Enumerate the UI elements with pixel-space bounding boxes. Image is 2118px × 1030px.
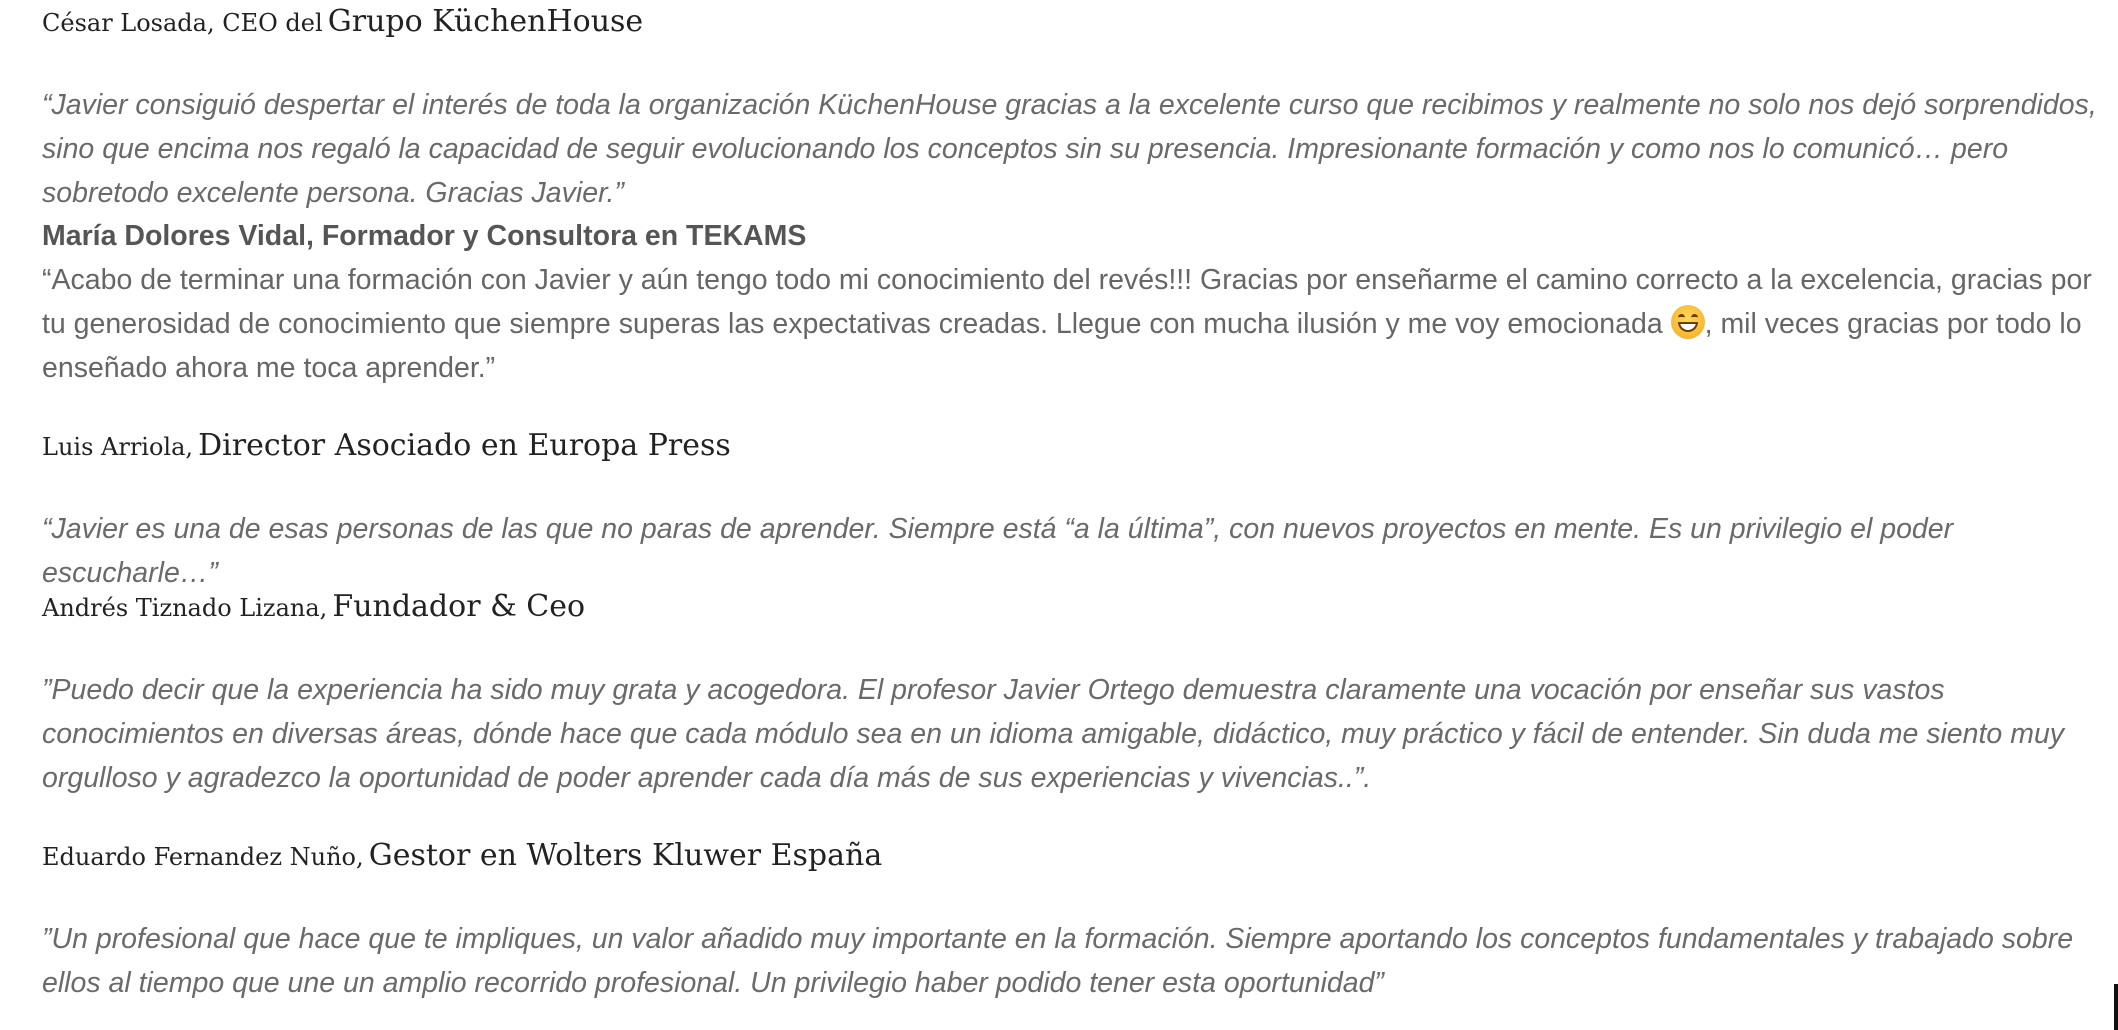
grinning-face-icon xyxy=(1671,305,1705,339)
quote-text-part-2: , mil veces gracias por todo lo enseñado ahora me toca aprender.” xyxy=(42,308,2082,384)
quote-text-part-1: “Acabo de terminar una formación con Javier y aún tengo todo mi conocimiento del revés!!! Gracias por enseñarme el camino correcto a la excelencia, gracias por tu generosidad de conocimiento que siempre superas las expectativas creadas. Llegue con mucha ilusión y me voy emocionada xyxy=(42,264,2092,340)
testimonial-quote-4: ”Puedo decir que la experiencia ha sido muy grata y acogedora. El profesor Javier Ortego demuestra claramente una vocación por enseñar sus vastos conocimientos en diversas áreas, dónde hace que cada módulo sea en un idioma amigable, didáctico, muy práctico y fácil de entender. Sin duda me siento muy orgulloso y agradezco la oportunidad de poder aprender cada día más de sus experiencias y vivencias..”. xyxy=(42,674,2065,794)
author-role: Director Asociado en Europa Press xyxy=(198,428,731,463)
testimonial-quote-5: ”Un profesional que hace que te impliques, un valor añadido muy importante en la formación. Siempre aportando los conceptos fundamentales y trabajado sobre ellos al tiempo que une un amplio recorrido profesional. Un privilegio haber podido tener esta oportunidad” xyxy=(42,923,2074,999)
author-role: Gestor en Wolters Kluwer España xyxy=(368,838,883,873)
testimonial-quote-3: “Javier es una de esas personas de las que no paras de aprender. Siempre está “a la última”, con nuevos proyectos en mente. Es un privilegio el poder escucharle…” xyxy=(42,513,1954,589)
author-name: Eduardo Fernandez Nuño, xyxy=(42,843,364,871)
testimonial-quote-1: “Javier consiguió despertar el interés de toda la organización KüchenHouse gracias a la excelente curso que recibimos y realmente no solo nos dejó sorprendidos, sino que encima nos regaló la capacidad de seguir evolucionando los conceptos sin su presencia. Impresionante formación y como nos lo comunicó… pero sobretodo excelente persona. Gracias Javier.” xyxy=(42,89,2097,209)
author-name: Luis Arriola, xyxy=(42,433,194,461)
testimonial-author-4 xyxy=(42,589,2110,624)
testimonial-quote-2 xyxy=(42,258,2110,390)
author-name: Andrés Tiznado Lizana, xyxy=(42,594,328,622)
author-name: César Losada, CEO del xyxy=(42,9,323,37)
testimonial-author-3 xyxy=(42,428,2110,463)
scrollbar-thumb[interactable] xyxy=(2114,984,2118,1030)
testimonial-author-1 xyxy=(42,4,2110,39)
author-role: Fundador & Ceo xyxy=(332,589,586,624)
testimonial-author-2: María Dolores Vidal, Formador y Consultora en TEKAMS xyxy=(42,220,807,252)
testimonial-author-5 xyxy=(42,838,2110,873)
author-role: Grupo KüchenHouse xyxy=(327,4,644,39)
